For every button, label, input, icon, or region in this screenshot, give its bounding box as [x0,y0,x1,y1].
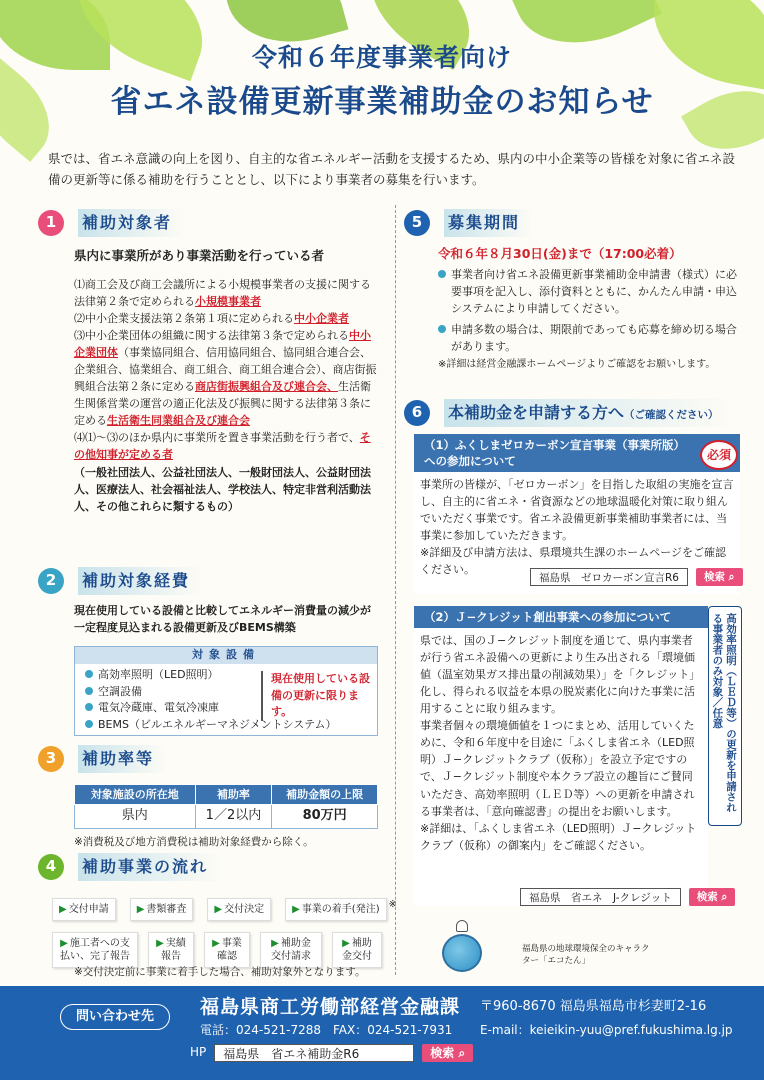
section4-title: 補助事業の流れ [78,853,220,880]
eligible-item-3-text: ⑶中小企業団体の組織に関する法律第３条で定められる [74,329,349,343]
equipment-item-label: 高効率照明（LED照明） [98,668,219,681]
eligible-item-3-text3: 生活衛生関係営業の運営の適正化法及び振興に関する法律第３条に定める [74,380,371,428]
email[interactable]: E-mail：keieikin-yuu@pref.fukushima.lg.jp [480,1023,733,1037]
bullet-icon [438,270,446,278]
homepage-search [190,1044,473,1062]
search-field[interactable]: 福島県 省エネ J-クレジット [520,888,681,906]
flow-row-1 [52,898,397,921]
flow-step-label: 事業の着手(発注) [301,904,380,915]
flow-step-label: 補助金交付請求 [271,938,311,962]
phone-fax: 電話：024-521-7288 FAX：024-521-7931 [200,1023,453,1037]
search-button-label: 検索 [703,571,725,583]
title-area [0,40,764,125]
section5-title: 募集期間 [444,209,532,236]
equipment-box [74,646,378,736]
table-header: 対象施設の所在地 [75,785,196,805]
arrow-right-icon: ▶ [271,938,279,949]
table-cell: 1／2以内 [195,805,272,829]
address: 〒960-8670 福島県福島市杉妻町2-16 [480,999,707,1014]
section5-note: ※詳細は経営金融課ホームページよりご確認をお願いします。 [438,359,716,371]
section1-title: 補助対象者 [78,209,184,236]
eligible-item-1-highlight: 小規模事業者 [195,295,261,309]
zero-carbon-heading: （1）ふくしまゼロカーボン宣言事業（事業所版）への参加について [414,434,740,472]
section5-header [404,208,532,238]
eligible-item-2-text: ⑵中小企業支援法第２条第１項に定められる [74,312,294,326]
section5-body [438,266,738,373]
equipment-item-label: 電気冷蔵庫、電気冷凍庫 [98,701,219,714]
arrow-right-icon: ▶ [136,904,145,915]
section3-header [38,744,166,774]
equipment-box-title: 対象設備 [75,647,377,664]
zero-carbon-body: 事業所の皆様が、「ゼロカーボン」を目指した取組の実施を宣言し、自主的に省エネ・省資源などの地球温暖化対策に取り組んでいただく事業です。省エネ設備更新事業補助事業者には、当事業に参加していただきます。 [420,478,734,543]
flow-row-2 [52,932,382,968]
eligible-item-3 [74,327,380,429]
eligible-item-1-text: ⑴商工会及び商工会議所による小規模事業者の支援に関する法律第２条で定められる [74,278,371,309]
flow-step [207,898,271,921]
required-badge: 必須 [700,440,738,470]
eligible-item-3-highlight3: 生活衛生同業組合及び連合会 [107,414,250,428]
section1-number: 1 [38,210,64,236]
flow-step [332,932,382,968]
flow-step [130,898,194,921]
contact-label: 問い合わせ先 [60,1004,170,1030]
mascot-lamp-icon [456,920,468,932]
magnifier-icon: ⌕ [454,1046,466,1060]
flow-step [285,898,387,921]
eligible-others: （一般社団法人、公益社団法人、一般財団法人、公益財団法人、医療法人、社会福祉法人、学校法人、特定非営利活動法人、その他これらに類するもの） [74,465,371,513]
title-line1: 令和６年度事業者向け [251,43,512,72]
equipment-note: 現在使用している設備の更新に限ります。 [261,671,373,721]
search-button[interactable] [422,1044,473,1062]
section2-lead: 現在使用している設備と比較してエネルギー消費量の減少が一定程度見込まれる設備更新及びBEMS構築 [74,604,371,635]
eligible-item-4 [74,429,380,463]
section2-number: 2 [38,568,64,594]
search-button[interactable] [696,568,743,586]
flow-step-label: 施工者への支払い、完了報告 [60,938,130,962]
eligible-item-2 [74,310,380,327]
section4-number: 4 [38,854,64,880]
j-credit-body2: 事業者個々の環境価値を１つにまとめ、活用していくために、令和６年度中を目途に「ふくしま省エネ（LED照明）Ｊ−クレジットクラブ（仮称）」を設立予定ですので、Ｊ−クレジット制度や本クラブ設立の趣旨にご賛同いただき、高効率照明（ＬＥＤ等）への更新を申請される事業者は、「意向確認書」の提出をお願いします。 [420,719,695,818]
bullet-icon [438,325,446,333]
magnifier-icon: ⌕ [717,891,728,903]
flow-step [148,932,194,968]
mascot-caption: 福島県の地球環境保全のキャラクター「エコたん」 [522,944,650,966]
eligible-item-3-highlight: 中小企業団体 [74,329,371,360]
section1-body [74,276,380,515]
title-line2: 省エネ設備更新事業補助金のお知らせ [110,84,654,121]
j-credit-note: ※詳細は、「ふくしま省エネ（LED照明）Ｊ−クレジットクラブ（仮称）の御案内」をご確認ください。 [420,821,697,852]
flow-step-label: 交付申請 [68,904,109,915]
flow-step-label: 書類審査 [146,904,187,915]
bullet-text: 事業者向け省エネ設備更新事業補助金申請書（様式）に必要事項を記入し、添付資料とともに、かんたん申請・申込システムにより申請してください。 [451,268,737,316]
bullet-text: 申請多数の場合は、期限前であっても応募を締め切る場合があります。 [451,323,737,354]
section6-title-text: 本補助金を申請する方へ [448,403,625,423]
section6-number: 6 [404,400,430,426]
department-name: 福島県商工労働部経営金融課 [200,996,461,1018]
hp-label: HP [190,1045,207,1060]
arrow-right-icon: ▶ [60,938,68,949]
arrow-right-icon: ▶ [59,904,67,915]
intro-text: 県では、省エネ意識の向上を図り、自主的な省エネルギー活動を支援するため、県内の中小企業等の皆様を対象に省エネ設備の更新等に係る補助を行うこととし、以下により事業者の募集を行います。 [48,151,736,188]
arrow-right-icon: ▶ [292,904,300,915]
table-row [75,805,378,829]
table-header: 補助率 [195,785,272,805]
section4-note: ※交付決定前に事業に着手した場合、補助対象外となります。 [74,966,366,978]
equipment-item-label: BEMS（ビルエネルギーマネジメントシステム） [98,717,337,731]
flow-note-mark: ※ [388,899,398,910]
section2-title: 補助対象経費 [78,567,202,594]
section3-note: ※消費税及び地方消費税は補助対象経費から除く。 [74,836,314,848]
flow-step [52,898,116,921]
section1-header [38,208,184,238]
arrow-right-icon: ▶ [342,938,350,949]
section6-title-sub: （ご確認ください） [624,409,719,422]
section3-number: 3 [38,746,64,772]
zero-carbon-note: ※詳細及び申請方法は、県環境共生課のホームページをご確認ください。 [420,546,726,577]
section3-title: 補助率等 [78,745,166,772]
eligible-item-4-text: ⑷⑴〜⑶のほか県内に事業所を置き事業活動を行う者で、 [74,431,360,445]
flow-step [52,932,138,968]
arrow-right-icon: ▶ [156,938,164,949]
eligible-item-3-highlight2: 商店街振興組合及び連合会、 [195,380,338,394]
table-header: 補助金額の上限 [272,785,378,805]
eligible-item-1 [74,276,380,310]
j-credit-side-label: 高効率照明（ＬＥＤ等）の更新を申請される事業者のみ対象／任意 [708,606,742,826]
bullet-icon [85,720,93,728]
equipment-item-label: 空調設備 [98,684,142,698]
magnifier-icon: ⌕ [724,571,735,583]
bullet-icon [85,670,93,678]
mascot-illustration [436,920,490,972]
arrow-right-icon: ▶ [214,904,223,915]
section6-title [444,399,731,426]
search-field[interactable]: 福島県 省エネ補助金R6 [214,1044,414,1062]
flow-step [204,932,250,968]
deadline: 令和６年８月30日(金)まで（17:00必着） [438,246,682,261]
table-cell: 県内 [75,805,196,829]
flow-step-label: 事業確認 [217,938,242,962]
j-credit-panel [414,606,708,906]
flow-step-label: 実績報告 [161,938,186,962]
bullet-icon [85,687,93,695]
column-divider [395,205,396,975]
arrow-right-icon: ▶ [212,938,220,949]
section6-header [404,398,731,428]
search-field[interactable]: 福島県 ゼロカーボン宣言R6 [530,568,688,586]
section4-header [38,852,220,882]
contact-footer [0,986,764,1080]
eligible-item-2-highlight: 中小企業者 [294,312,349,326]
flow-step [260,932,322,968]
eligible-item-3-text2: （事業協同組合、信用協同組合、協同組合連合会、企業組合、協業組合、商工組合、商工組合連合会）、商店街振興組合法第２条に定める [74,346,377,394]
mascot-globe-icon [442,934,482,972]
section2-header [38,566,202,596]
eligible-item-4-highlight: その他知事が定める者 [74,431,371,462]
bullet-item [438,321,738,355]
search-button-label: 検索 [696,891,718,903]
zero-carbon-search [530,568,743,586]
table-header-row [75,785,378,805]
j-credit-body1: 県では、国のＪ−クレジット制度を通じて、県内事業者が行う省エネ設備への更新により生み出される「環境価値（温室効果ガス排出量の削減効果）」を「クレジット」化し、得られる収益を本県の脱炭素化に向けた事業に活用することに取り組みます。 [420,634,701,716]
j-credit-heading: （2）Ｊ−クレジット創出事業への参加について [414,606,708,628]
bullet-icon [85,703,93,711]
search-button-label: 検索 [430,1046,455,1060]
j-credit-search [520,888,735,906]
section1-lead: 県内に事業所があり事業活動を行っている者 [74,248,325,263]
bullet-item [438,266,738,317]
section5-number: 5 [404,210,430,236]
flow-step-label: 補助金交付 [342,938,372,962]
subsidy-rate-table [74,784,378,829]
table-cell: 80万円 [272,805,378,829]
flow-step-label: 交付決定 [224,904,265,915]
search-button[interactable] [689,888,736,906]
